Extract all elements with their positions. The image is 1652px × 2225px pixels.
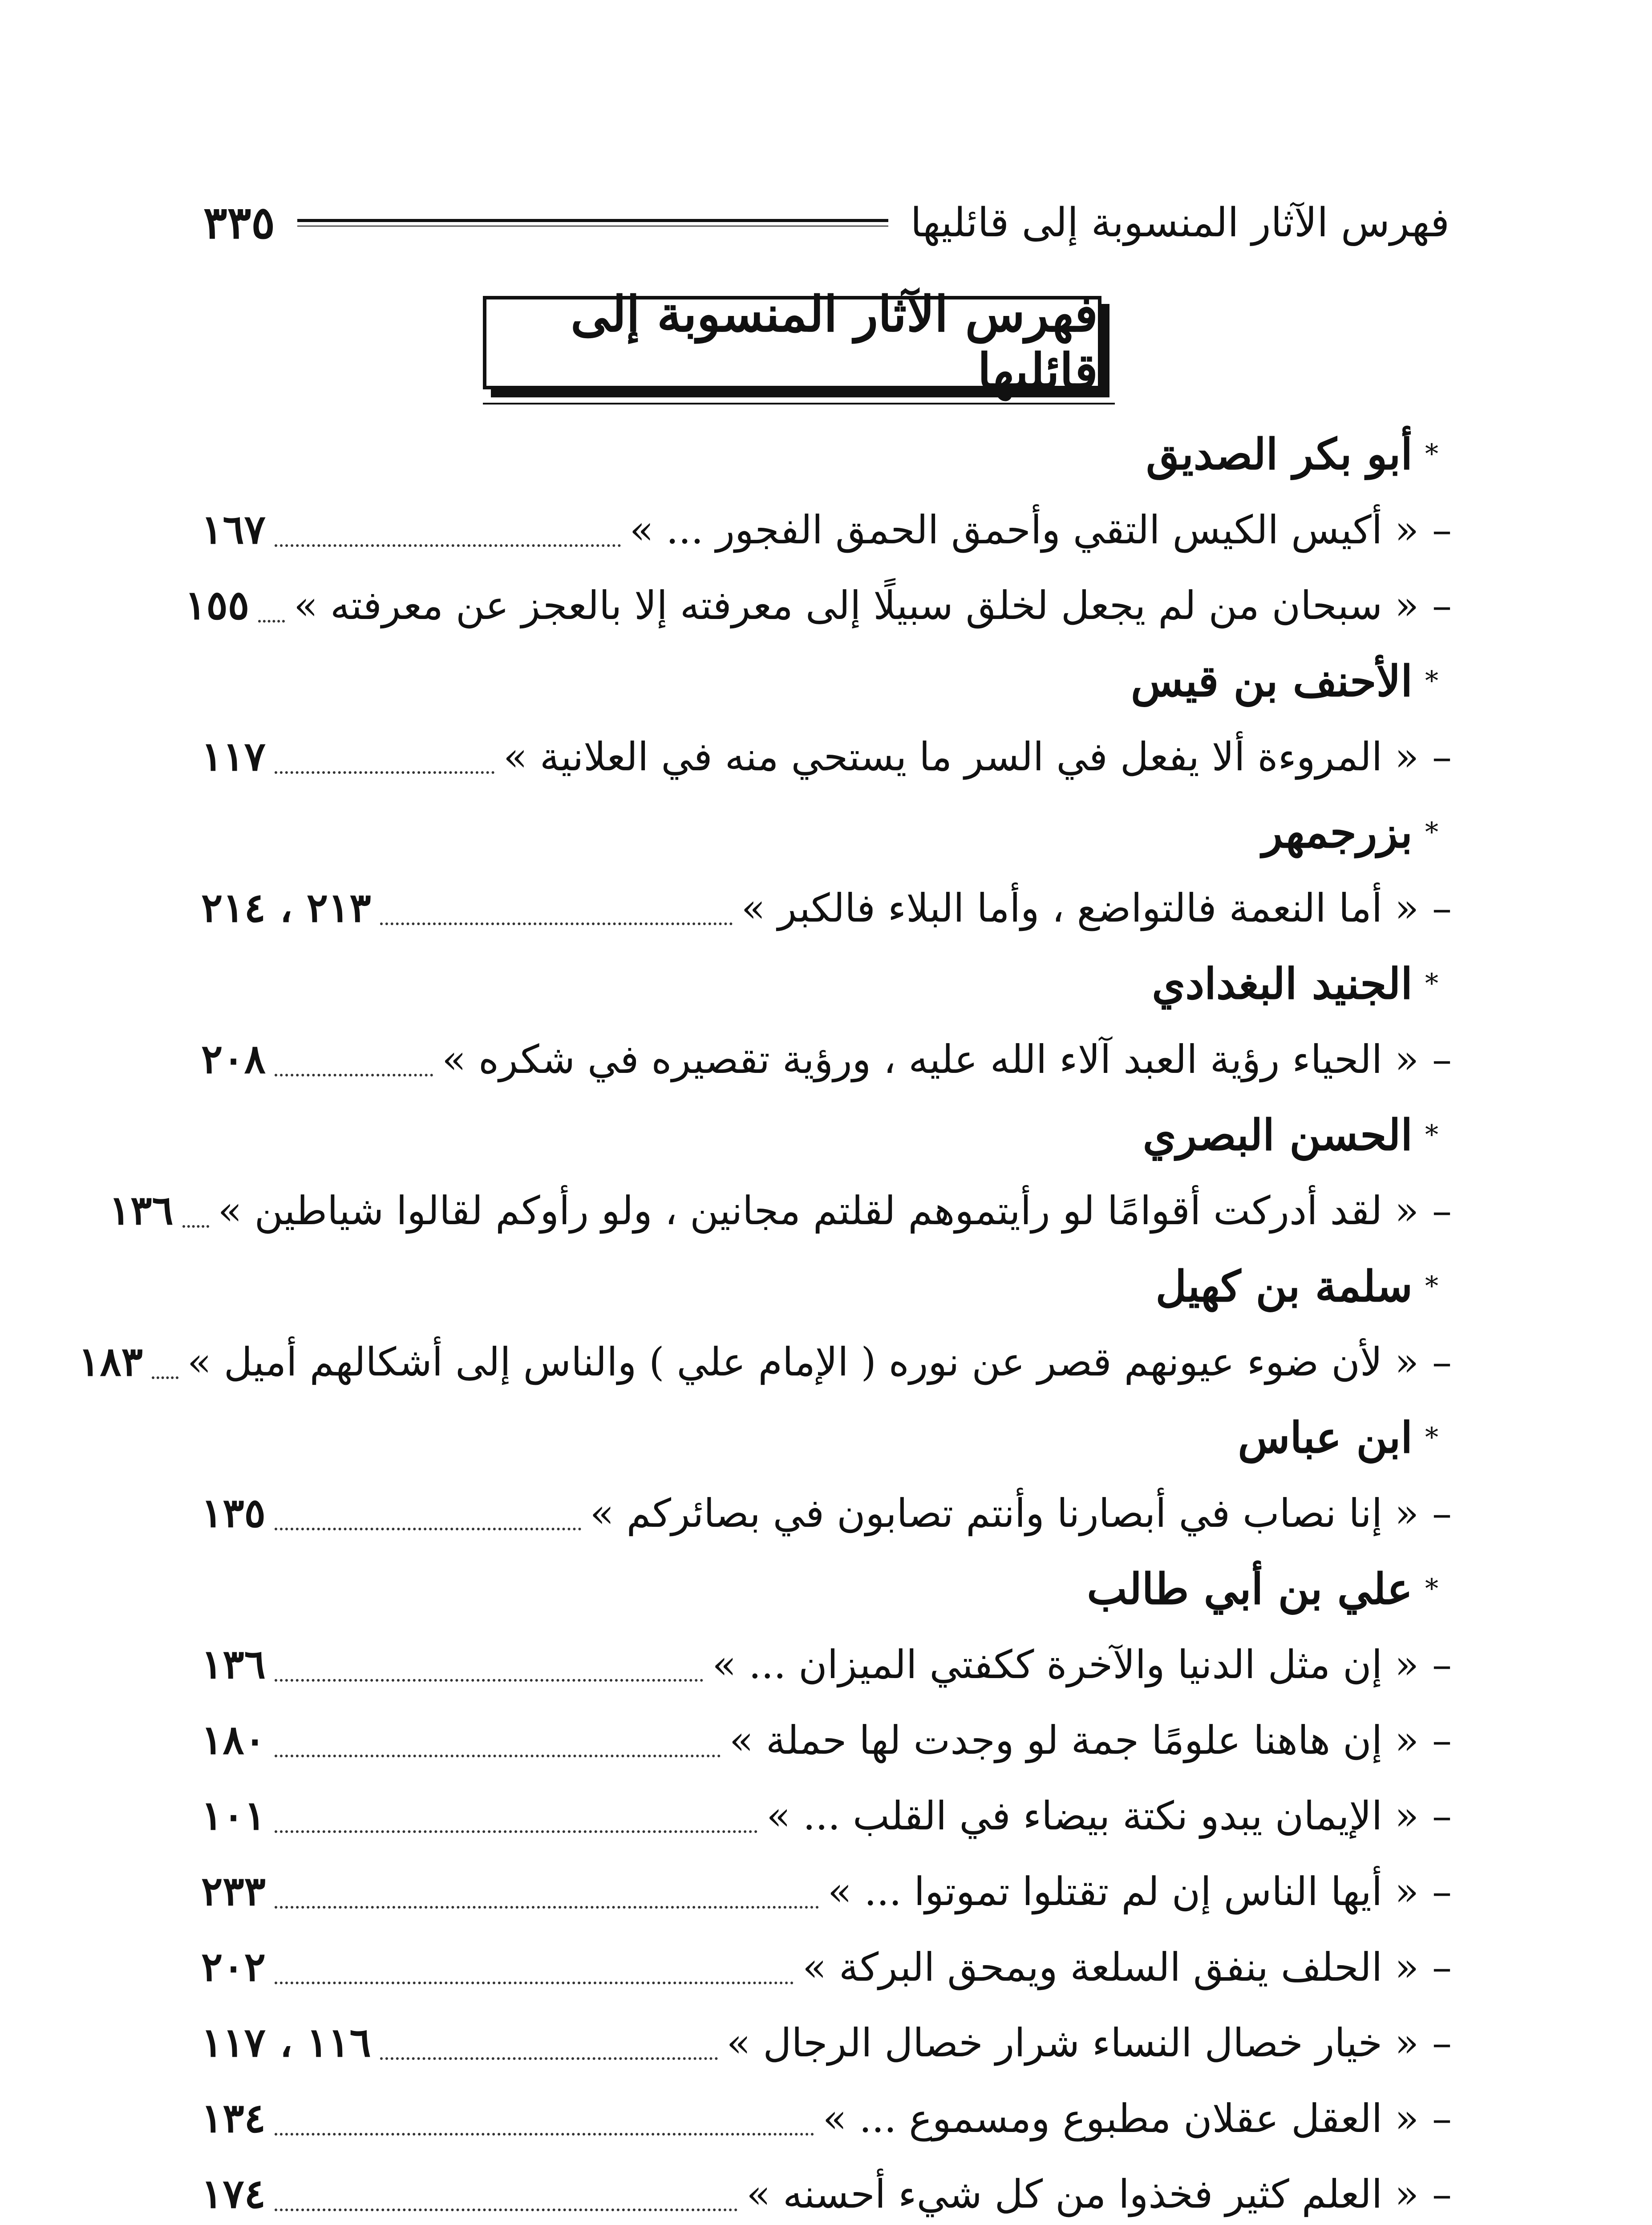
page-reference: ١٣٥ <box>201 1489 266 1537</box>
quote-text: « المروءة ألا يفعل في السر ما يستحي منه في العلانية » <box>503 733 1419 780</box>
index-entry <box>201 1626 1452 1702</box>
page-reference: ١٣٤ <box>201 2095 266 2142</box>
page-reference: ١٣٦ <box>109 1187 174 1234</box>
speaker-name: سلمة بن كهيل <box>1155 1261 1413 1311</box>
dash-icon: – <box>1432 1036 1452 1082</box>
speaker-heading <box>201 946 1452 1021</box>
index-entry <box>201 870 1452 946</box>
page-reference: ١٥٥ <box>185 582 250 629</box>
asterisk-icon: * <box>1425 1270 1438 1302</box>
speaker-heading <box>201 643 1452 719</box>
index-entry <box>78 1324 1452 1400</box>
dash-icon: – <box>1432 1868 1452 1914</box>
speaker-heading <box>201 1248 1452 1324</box>
index-entry <box>201 719 1452 794</box>
quote-text: « لقد أدركت أقوامًا لو رأيتموهم لقلتم مجانين ، ولو رأوكم لقالوا شياطين » <box>218 1187 1419 1234</box>
quote-text: « العلم كثير فخذوا من كل شيء أحسنه » <box>746 2171 1419 2217</box>
dash-icon: – <box>1432 2171 1452 2217</box>
index-entry <box>201 2005 1452 2080</box>
asterisk-icon: * <box>1425 968 1438 999</box>
quote-text: « أما النعمة فالتواضع ، وأما البلاء فالكبر » <box>741 885 1419 931</box>
quote-text: « إن مثل الدنيا والآخرة ككفتي الميزان ... » <box>712 1641 1419 1687</box>
dot-leader <box>275 2191 737 2211</box>
dash-icon: – <box>1432 2019 1452 2066</box>
running-header-title: فهرس الآثار المنسوبة إلى قائليها <box>910 199 1450 246</box>
speaker-name: أبو بكر الصديق <box>1146 429 1413 479</box>
page-number: ٣٣٥ <box>203 196 275 249</box>
speaker-heading <box>201 1400 1452 1475</box>
speaker-name: علي بن أبي طالب <box>1087 1563 1413 1614</box>
index-entry <box>201 1778 1452 1853</box>
speaker-heading <box>201 794 1452 870</box>
page-reference: ١١٧ <box>201 733 266 780</box>
page-reference: ١٠١ <box>201 1792 266 1839</box>
speaker-name: بزرجمهر <box>1262 807 1413 858</box>
title-underline <box>483 403 1115 405</box>
quote-text: « أيها الناس إن لم تقتلوا تموتوا ... » <box>827 1868 1419 1914</box>
dot-leader <box>152 1359 178 1379</box>
speaker-name: الجنيد البغدادي <box>1152 958 1413 1009</box>
speaker-name: الحسن البصري <box>1142 1109 1413 1160</box>
index-entry <box>201 1853 1452 1929</box>
section-title: فهرس الآثار المنسوبة إلى قائليها <box>571 285 1098 400</box>
page-reference: ١٦٧ <box>201 506 266 553</box>
asterisk-icon: * <box>1425 438 1438 469</box>
dot-leader <box>275 526 621 547</box>
page-reference: ١٨٠ <box>201 1716 266 1764</box>
dash-icon: – <box>1432 1717 1452 1763</box>
speaker-heading <box>201 1097 1452 1173</box>
quote-text: « الإيمان يبدو نكتة بيضاء في القلب ... » <box>766 1792 1419 1839</box>
quote-text: « إن هاهنا علومًا جمة لو وجدت لها حملة » <box>729 1717 1419 1763</box>
page-reference: ٢٠٢ <box>201 1943 266 1990</box>
asterisk-icon: * <box>1425 665 1438 696</box>
page-reference: ٢٣٣ <box>201 1868 266 1915</box>
dot-leader <box>275 1812 757 1833</box>
dot-leader <box>275 1510 581 1530</box>
quote-text: « أكيس الكيس التقي وأحمق الحمق الفجور ... » <box>629 506 1419 553</box>
quote-text: « الحلف ينفق السلعة ويمحق البركة » <box>802 1944 1419 1990</box>
header-rule <box>297 219 888 227</box>
running-header <box>203 187 1450 258</box>
asterisk-icon: * <box>1425 1573 1438 1604</box>
index-entry <box>201 1475 1452 1551</box>
index-entry <box>201 1021 1452 1097</box>
dash-icon: – <box>1432 1490 1452 1536</box>
dash-icon: – <box>1432 1944 1452 1990</box>
index-entry <box>201 492 1452 567</box>
dash-icon: – <box>1432 1792 1452 1839</box>
dot-leader <box>275 1964 794 1984</box>
dot-leader <box>275 1737 721 1757</box>
quote-text: « سبحان من لم يجعل لخلق سبيلًا إلى معرفته إلا بالعجز عن معرفته » <box>294 582 1419 628</box>
dot-leader <box>380 2039 718 2060</box>
index-entry <box>185 567 1452 643</box>
dot-leader <box>275 2115 814 2136</box>
dash-icon: – <box>1432 506 1452 553</box>
index-entry <box>201 1702 1452 1778</box>
dash-icon: – <box>1432 733 1452 780</box>
section-title-box <box>483 285 1101 400</box>
page-reference: ١٧٤ <box>201 2170 266 2217</box>
speaker-heading <box>201 1551 1452 1626</box>
dot-leader <box>275 1661 703 1682</box>
asterisk-icon: * <box>1425 1119 1438 1150</box>
dash-icon: – <box>1432 1187 1452 1234</box>
quote-text: « إنا نصاب في أبصارنا وأنتم تصابون في بصائركم » <box>590 1490 1419 1536</box>
page-reference: ١٨٣ <box>78 1338 143 1385</box>
page-reference: ٢٠٨ <box>201 1036 266 1083</box>
index-entry <box>201 1929 1452 2005</box>
dot-leader <box>258 602 285 623</box>
page-reference: ١١٦ ، ١١٧ <box>201 2019 371 2066</box>
dash-icon: – <box>1432 885 1452 931</box>
page-reference: ١٣٦ <box>201 1641 266 1688</box>
speaker-name: الأحنف بن قيس <box>1131 655 1413 706</box>
dash-icon: – <box>1432 1339 1452 1385</box>
asterisk-icon: * <box>1425 817 1438 848</box>
quote-text: « العقل عقلان مطبوع ومسموع ... » <box>822 2095 1419 2141</box>
index-entry <box>109 1173 1452 1248</box>
quote-text: « لأن ضوء عيونهم قصر عن نوره ( الإمام علي ) والناس إلى أشكالهم أميل » <box>187 1339 1419 1385</box>
quote-text: « الحياء رؤية العبد آلاء الله عليه ، ورؤية تقصيره في شكره » <box>442 1036 1419 1082</box>
dash-icon: – <box>1432 582 1452 628</box>
asterisk-icon: * <box>1425 1422 1438 1453</box>
speaker-name: ابن عباس <box>1238 1412 1413 1463</box>
speaker-heading <box>201 416 1452 492</box>
index-list <box>78 416 1452 2225</box>
dash-icon: – <box>1432 2095 1452 2141</box>
quote-text: « خيار خصال النساء شرار خصال الرجال » <box>726 2019 1419 2066</box>
dot-leader <box>275 1888 819 1909</box>
index-entry <box>201 2080 1452 2156</box>
dot-leader <box>275 753 494 774</box>
index-entry <box>201 2156 1452 2225</box>
dot-leader <box>380 905 733 925</box>
dot-leader <box>182 1207 209 1228</box>
dash-icon: – <box>1432 1641 1452 1687</box>
dot-leader <box>275 1056 433 1076</box>
page-reference: ٢١٣ ، ٢١٤ <box>201 884 371 931</box>
